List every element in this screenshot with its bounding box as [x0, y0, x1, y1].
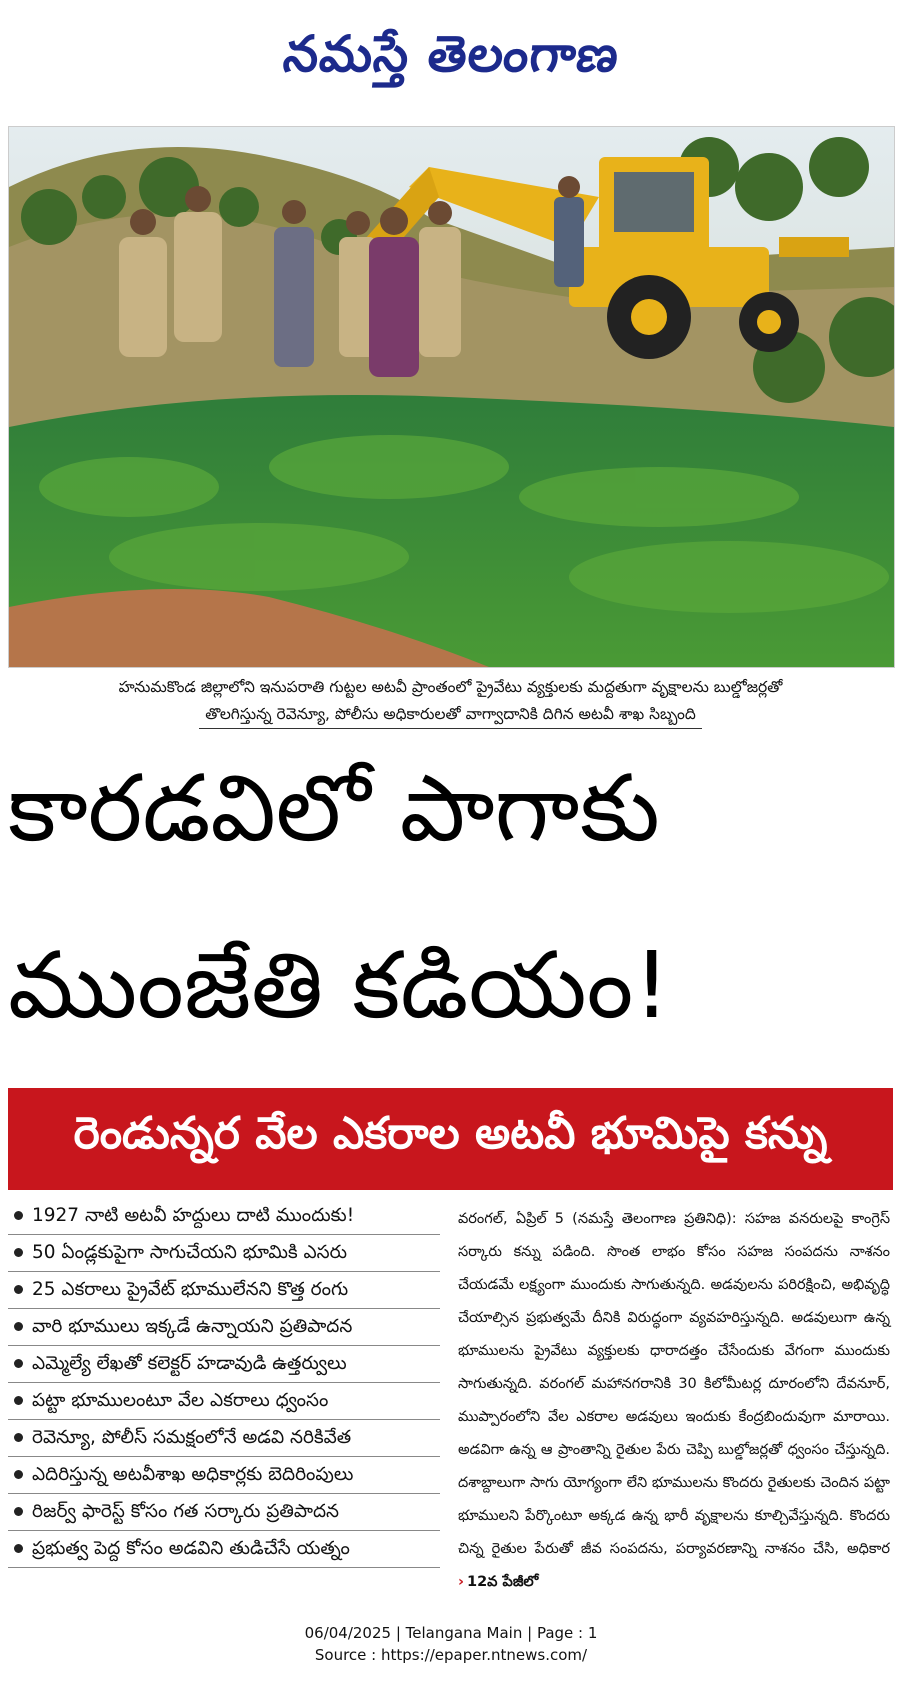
continued-on-page: 12వ పేజీలో [466, 1574, 539, 1590]
jump-arrow-icon: › [458, 1574, 464, 1590]
source-link[interactable]: Source : https://epaper.ntnews.com/ [314, 1646, 588, 1664]
newspaper-title: నమస్తే తెలంగాణ [280, 24, 623, 83]
list-item: 25 ఎకరాలు ప్రైవేట్ భూములేనని కొత్త రంగు [8, 1272, 440, 1309]
photo-icon [9, 127, 894, 667]
bullet-icon [14, 1470, 23, 1479]
article-text: వరంగల్, ఏప్రిల్ 5 (నమస్తే తెలంగాణ ప్రతినిధి): సహజ వనరులపై కాంగ్రెస్ సర్కారు కన్ను పడింది. సొంత లాభం కోసం సహజ సంపదను నాశనం చేయడమే లక్ష్యంగా ముందుకు సాగుతున్నది. అడవులను పరిరక్షించి, అభివృద్ధి చేయాల్సిన ప్రభుత్వమే దీనికి విరుద్ధంగా వ్యవహరిస్తున్నది. అడవులుగా ఉన్న భూములను ప్రైవేటు వ్యక్తులకు ధారాదత్తం చేసేందుకు వేగంగా ముందుకు సాగుతున్నది. వరంగల్ మహానగరానికి 30 కిలోమీటర్ల దూరంలోని దేవనూర్, ముప్పారంలోని వేల ఎకరాల అడవులు ఇందుకు కేంద్రబిందువుగా మారాయి. అడవిగా ఉన్న ఆ ప్రాంతాన్ని రైతుల పేరు చెప్పి బుల్డోజర్లతో ధ్వంసం చేస్తున్నది. దశాబ్దాలుగా సాగు యోగ్యంగా లేని భూములను కొందరు రైతులకు చెందిన పట్టా భూములని పేర్కొంటూ అక్కడ ఉన్న భారీ వృక్షాలను కూల్చివేస్తున్నది. కొందరు చిన్న రైతుల పేరుతో జీవ సంపదను, పర్యావరణాన్ని నాశనం చేసి, అధికార [458, 1211, 890, 1557]
highlights-list [8, 1198, 440, 1568]
caption-line-2: తొలగిస్తున్న రెవెన్యూ, పోలీసు అధికారులతో వాగ్వాదానికి దిగిన అటవీ శాఖ సిబ్బంది [199, 701, 702, 729]
subheadline-banner: రెండున్నర వేల ఎకరాల అటవీ భూమిపై కన్ను [8, 1088, 893, 1190]
bullet-icon [14, 1285, 23, 1294]
caption-line-1: హనుమకొండ జిల్లాలోని ఇనుపరాతి గుట్టల అటవీ ప్రాంతంలో ప్రైవేటు వ్యక్తులకు మద్దతుగా వృక్షాలను బుల్డోజర్లతో [118, 678, 783, 696]
bullet-icon [14, 1211, 23, 1220]
list-item: ప్రభుత్వ పెద్ద కోసం అడవిని తుడిచేసే యత్నం [8, 1531, 440, 1568]
bullet-icon [14, 1544, 23, 1553]
list-item: 1927 నాటి అటవీ హద్దులు దాటి ముందుకు! [8, 1198, 440, 1235]
bullet-icon [14, 1248, 23, 1257]
headline-line-2: ముంజేతి కడియం! [8, 935, 671, 1037]
list-item: ఎమ్మెల్యే లేఖతో కలెక్టర్ హడావుడి ఉత్తర్వులు [8, 1346, 440, 1383]
list-item: 50 ఏండ్లకుపైగా సాగుచేయని భూమికి ఎసరు [8, 1235, 440, 1272]
bullet-icon [14, 1433, 23, 1442]
page-footer [0, 1622, 902, 1666]
masthead [0, 0, 902, 120]
article-body [458, 1203, 890, 1599]
list-item: రెవెన్యూ, పోలీస్ సమక్షంలోనే అడవి నరికివేత [8, 1420, 440, 1457]
bullet-icon [14, 1359, 23, 1368]
bullet-icon [14, 1322, 23, 1331]
list-item: పట్టా భూములంటూ వేల ఎకరాలు ధ్వంసం [8, 1383, 440, 1420]
headline-line-1: కారడవిలో పాగాకు [8, 758, 660, 860]
list-item: ఎదిరిస్తున్న అటవీశాఖ అధికార్లకు బెదిరింపులు [8, 1457, 440, 1494]
edition-info: 06/04/2025 | Telangana Main | Page : 1 [304, 1624, 598, 1642]
bullet-icon [14, 1396, 23, 1405]
list-item: వారి భూములు ఇక్కడే ఉన్నాయని ప్రతిపాదన [8, 1309, 440, 1346]
news-photo [8, 126, 895, 668]
bullet-icon [14, 1507, 23, 1516]
photo-caption [8, 674, 893, 729]
list-item: రిజర్వ్ ఫారెస్ట్ కోసం గత సర్కారు ప్రతిపాదన [8, 1494, 440, 1531]
